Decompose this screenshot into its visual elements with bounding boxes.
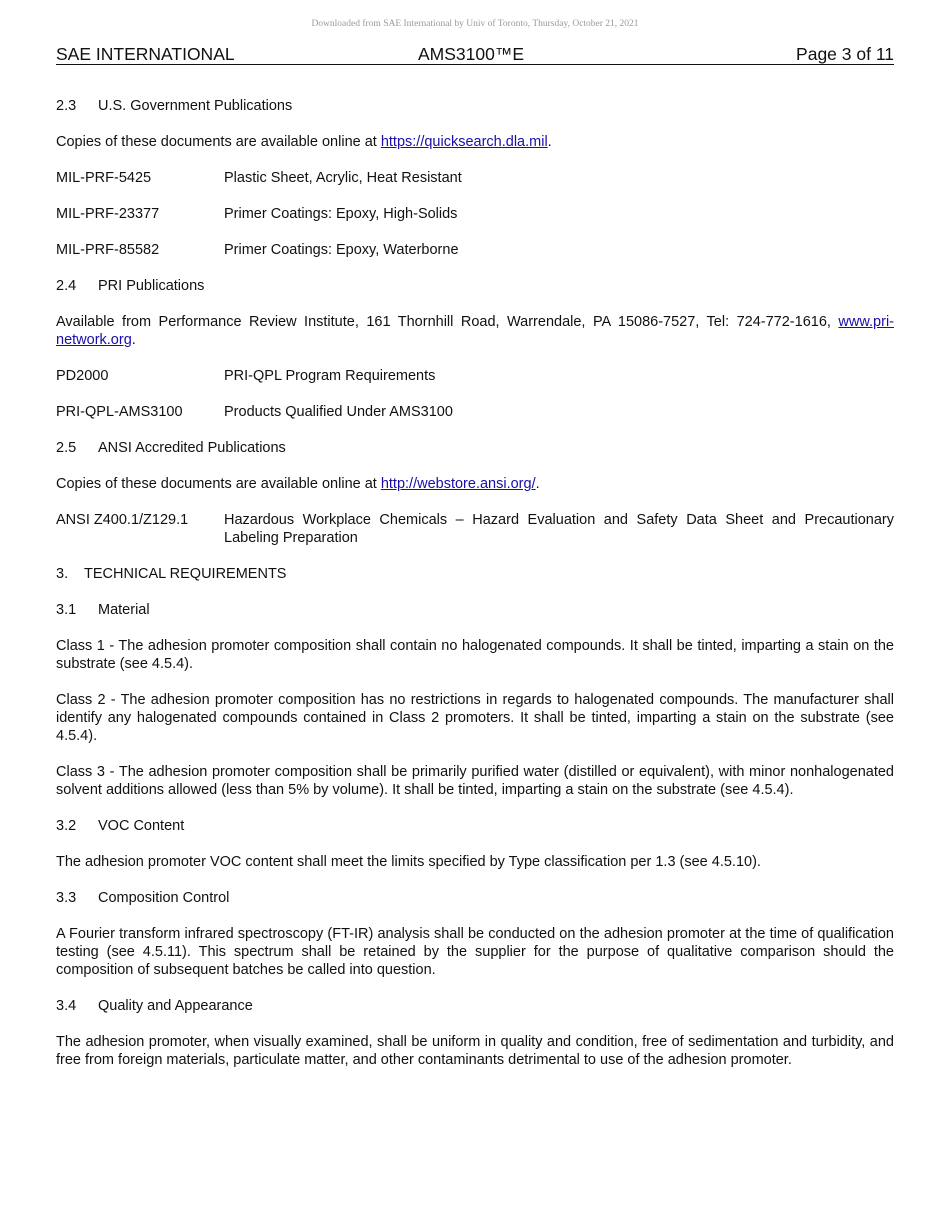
section-heading-2-5 — [56, 439, 894, 457]
voc-content-paragraph: The adhesion promoter VOC content shall meet the limits specified by Type classification per 1.3 (see 4.5.10). — [56, 854, 761, 870]
section-title: ANSI Accredited Publications — [98, 440, 286, 456]
reference-description: Primer Coatings: Epoxy, Waterborne — [224, 242, 459, 258]
section-2-4-intro — [56, 313, 894, 349]
reference-code: MIL-PRF-23377 — [56, 206, 160, 222]
section-heading-2-4 — [56, 277, 894, 295]
intro-text-end: . — [535, 476, 540, 492]
section-heading-3-4 — [56, 997, 894, 1015]
reference-description: Hazardous Workplace Chemicals – Hazard Evaluation and Safety Data Sheet and Precautionary Labeling Preparation — [224, 512, 894, 546]
intro-text: Copies of these documents are available online at — [56, 476, 381, 492]
reference-entry — [56, 367, 894, 385]
section-title: PRI Publications — [98, 278, 205, 294]
class-2-paragraph: Class 2 - The adhesion promoter composition has no restrictions in regards to halogenated compounds. The manufacturer shall identify any halogenated compounds contained in Class 2 promoters. It shall be tinted, imparting a stain on the substrate (see 4.5.4). — [56, 692, 894, 744]
section-heading-3 — [56, 565, 894, 583]
reference-description: Primer Coatings: Epoxy, High-Solids — [224, 206, 458, 222]
section-heading-2-3 — [56, 97, 894, 115]
section-heading-3-2 — [56, 817, 894, 835]
dla-quicksearch-link[interactable]: https://quicksearch.dla.mil — [380, 134, 548, 150]
ansi-webstore-link[interactable]: http://webstore.ansi.org/ — [380, 476, 536, 492]
section-title: TECHNICAL REQUIREMENTS — [84, 566, 287, 582]
section-number: 3.3 — [56, 890, 77, 906]
reference-entry — [56, 169, 894, 187]
class-3-paragraph: Class 3 - The adhesion promoter composition shall be primarily purified water (distilled or equivalent), with minor nonhalogenated solvent additions allowed (less than 5% by volume). It shall be tinted, imparting a stain on the substrate (see 4.5.4). — [56, 764, 894, 798]
composition-control-paragraph: A Fourier transform infrared spectroscopy (FT-IR) analysis shall be conducted on the adhesion promoter at the time of qualification testing (see 4.5.11). This spectrum shall be retained by the supplier for the purpose of qualitative comparison should the composition of subsequent batches be called into question. — [56, 926, 894, 978]
download-watermark: Downloaded from SAE International by Univ of Toronto, Thursday, October 21, 2021 — [311, 19, 639, 29]
intro-text: Available from Performance Review Institute, 161 Thornhill Road, Warrendale, PA 15086-7527, Tel: 724-772-1616, — [56, 314, 839, 330]
reference-code: PD2000 — [56, 368, 109, 384]
section-title: Material — [98, 602, 150, 618]
intro-text: Copies of these documents are available online at — [56, 134, 381, 150]
section-heading-3-1 — [56, 601, 894, 619]
section-title: Quality and Appearance — [98, 998, 253, 1014]
section-number: 3.1 — [56, 602, 77, 618]
page-header — [56, 44, 894, 65]
intro-text-end: . — [131, 332, 136, 348]
reference-code: MIL-PRF-85582 — [56, 242, 160, 258]
header-organization: SAE INTERNATIONAL — [56, 44, 235, 64]
section-number: 2.4 — [56, 278, 77, 294]
section-title: Composition Control — [98, 890, 230, 906]
section-2-5-intro — [56, 475, 894, 493]
reference-entry — [56, 403, 894, 421]
class-1-paragraph: Class 1 - The adhesion promoter composition shall contain no halogenated compounds. It shall be tinted, imparting a stain on the substrate (see 4.5.4). — [56, 638, 894, 672]
section-number: 2.3 — [56, 98, 77, 114]
header-page-number: Page 3 of 11 — [796, 44, 894, 64]
reference-entry — [56, 241, 894, 259]
reference-code: ANSI Z400.1/Z129.1 — [56, 512, 189, 528]
reference-description: Products Qualified Under AMS3100 — [224, 404, 453, 420]
section-title: VOC Content — [98, 818, 185, 834]
intro-text-end: . — [547, 134, 552, 150]
reference-code: MIL-PRF-5425 — [56, 170, 152, 186]
reference-description: PRI-QPL Program Requirements — [224, 368, 436, 384]
section-number: 3.4 — [56, 998, 77, 1014]
section-heading-3-3 — [56, 889, 894, 907]
section-number: 2.5 — [56, 440, 77, 456]
reference-description: Plastic Sheet, Acrylic, Heat Resistant — [224, 170, 462, 186]
header-document-number: AMS3100™E — [418, 44, 525, 64]
reference-entry — [56, 205, 894, 223]
section-title: U.S. Government Publications — [98, 98, 293, 114]
reference-code: PRI-QPL-AMS3100 — [56, 404, 183, 420]
document-body — [56, 97, 894, 1087]
section-number: 3.2 — [56, 818, 77, 834]
quality-appearance-paragraph: The adhesion promoter, when visually examined, shall be uniform in quality and condition, free of sedimentation and turbidity, and free from foreign materials, particulate matter, and other contaminants detrimental to use of the adhesion promoter. — [56, 1034, 894, 1068]
pri-network-link[interactable]: www.pri-network.org — [56, 314, 894, 348]
section-2-3-intro — [56, 133, 894, 151]
reference-entry — [56, 511, 894, 547]
section-number: 3. — [56, 566, 69, 582]
